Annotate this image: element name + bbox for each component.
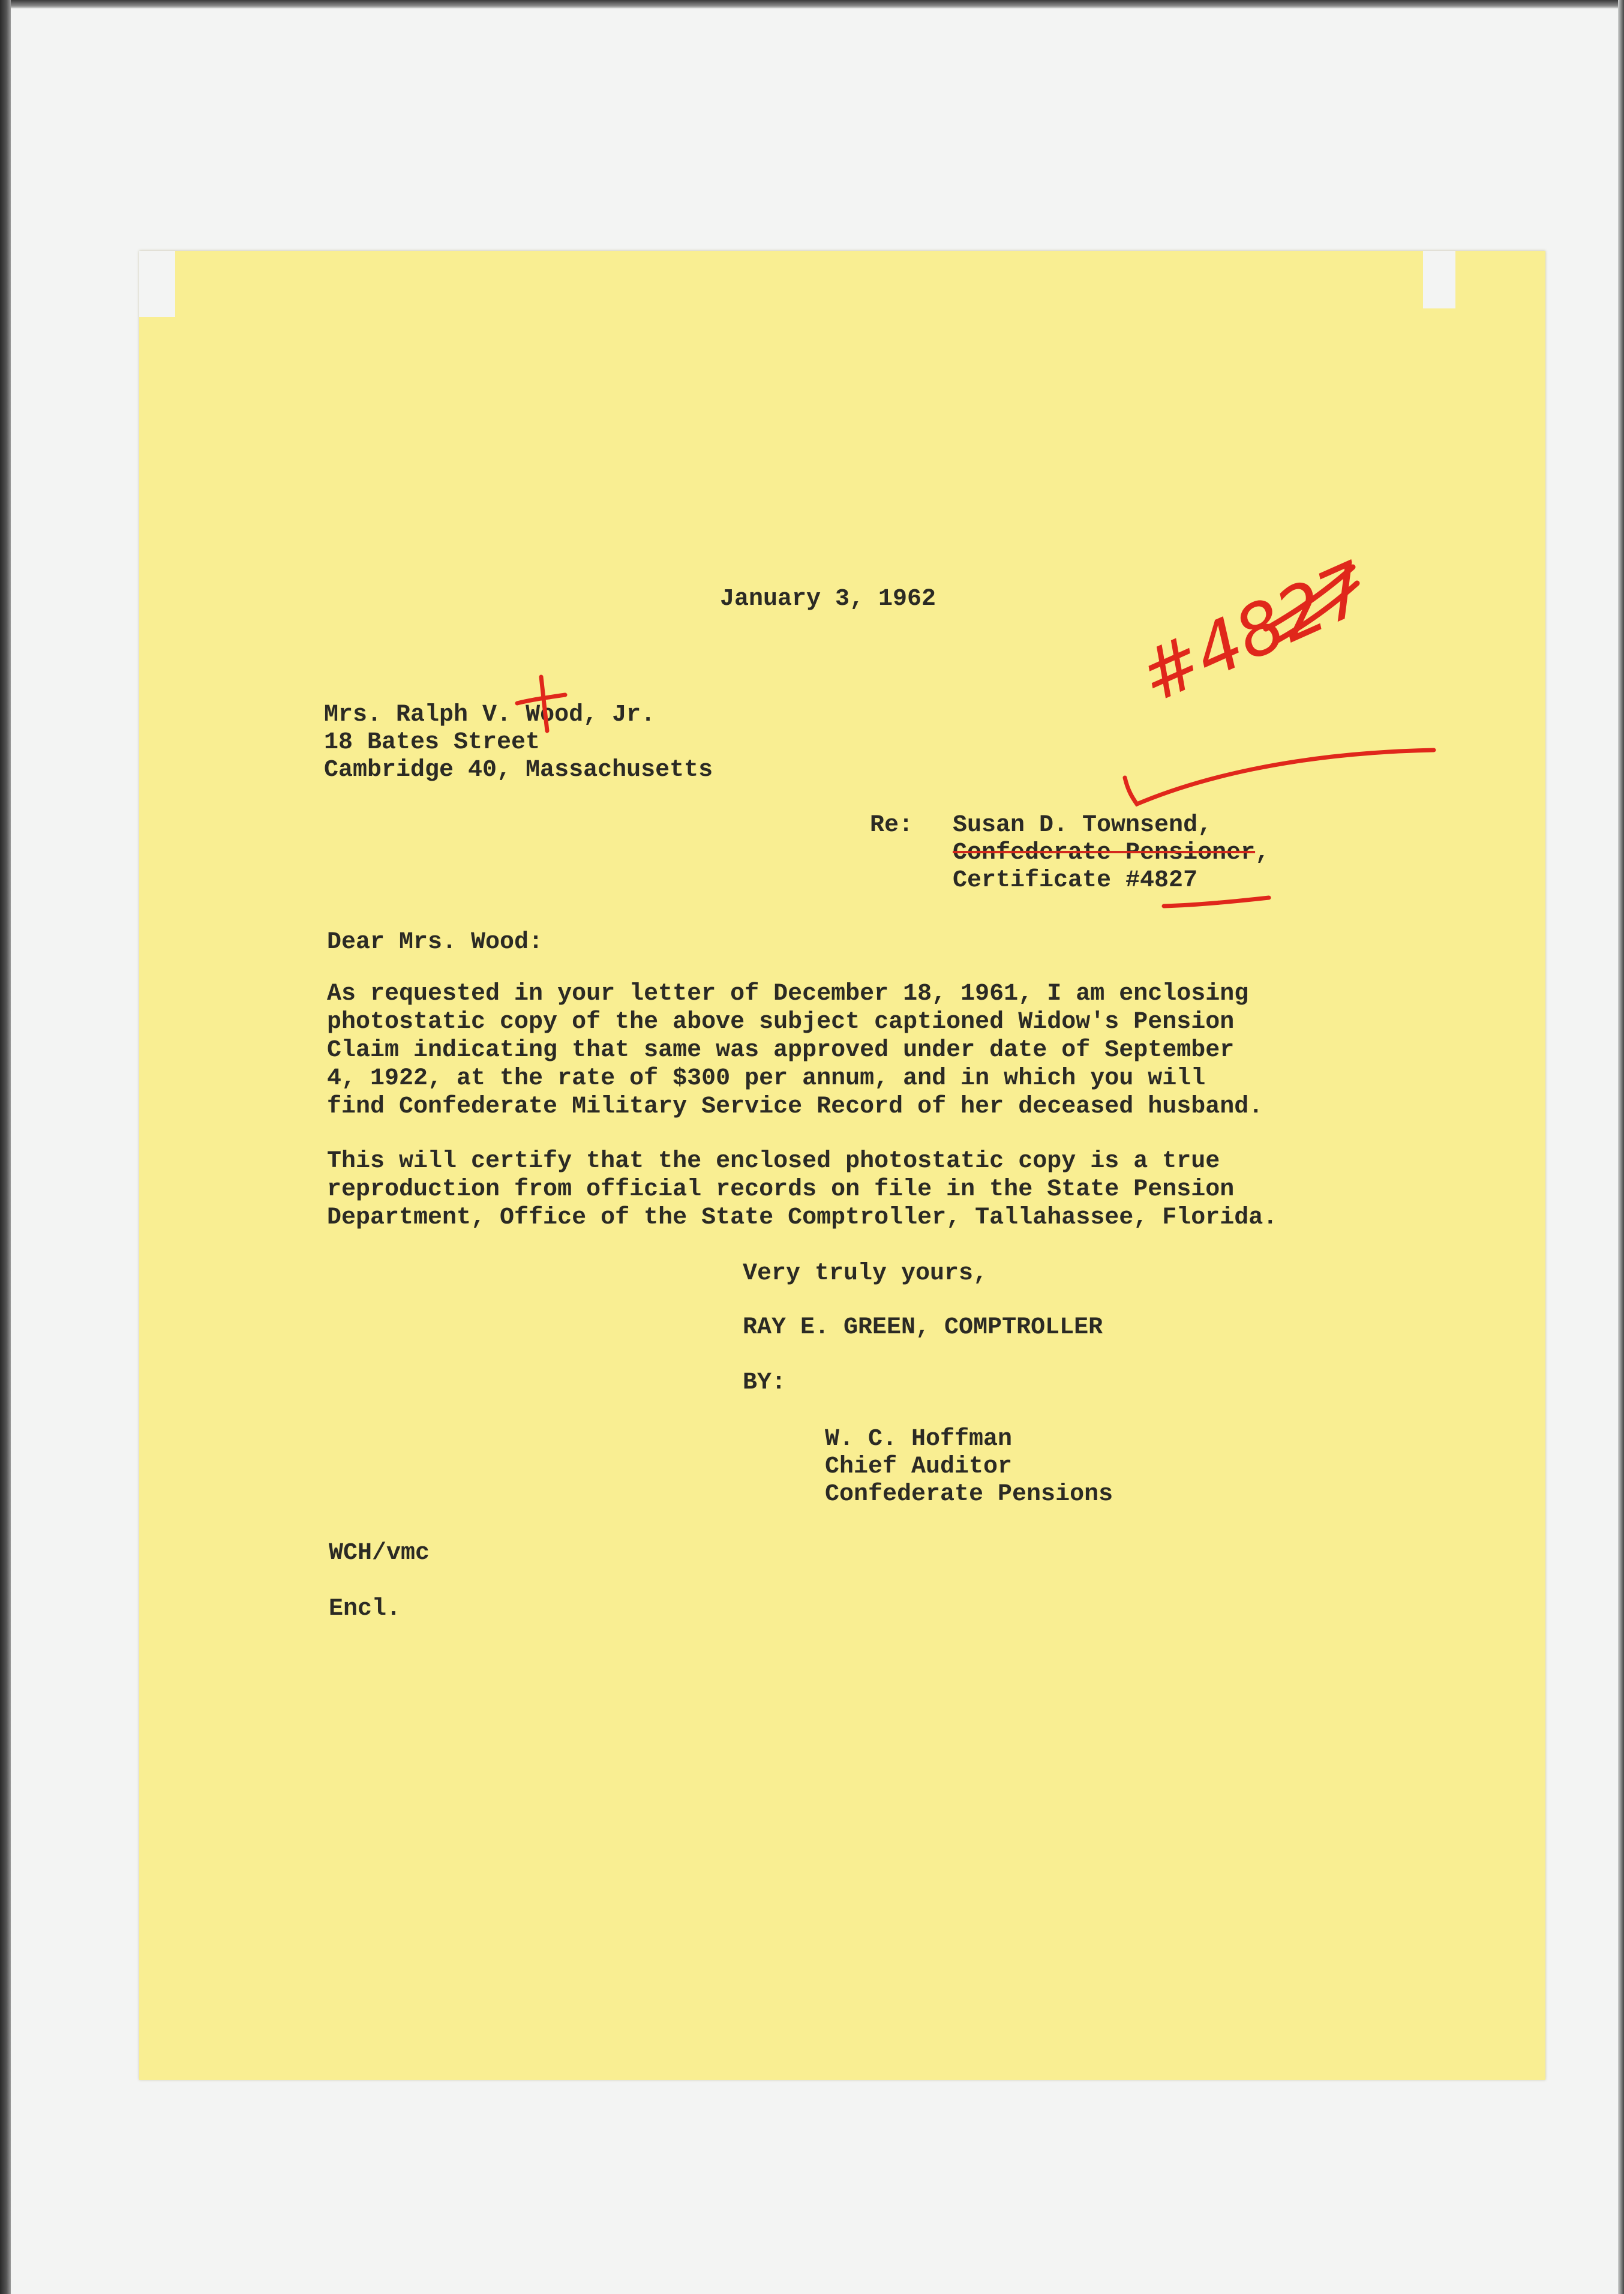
recipient-name-pre: Mrs. Ralph V. bbox=[324, 701, 512, 728]
re-line1: Susan D. Townsend, bbox=[953, 812, 1212, 839]
recipient-name bbox=[324, 701, 655, 729]
re-label: Re: bbox=[870, 812, 914, 839]
re-line3: Certificate #4827 bbox=[953, 867, 1198, 894]
closing: Very truly yours, bbox=[743, 1260, 988, 1287]
letter-date: January 3, 1962 bbox=[720, 586, 936, 613]
paper-notch-right bbox=[1423, 251, 1455, 308]
recipient-name-post: Wood, Jr. bbox=[526, 701, 656, 728]
signature-name: W. C. Hoffman bbox=[825, 1426, 1013, 1453]
paragraph-1: As requested in your letter of December 18, 1961, I am enclosing photostatic copy of the above subject captioned Widow's Pension Claim indicating that same was approved under date of September 4, 1922, at the rate of $300 per annum, and in which you will find Confederate Military Service Record of her deceased husband. bbox=[327, 980, 1263, 1120]
signer-org: RAY E. GREEN, COMPTROLLER bbox=[743, 1314, 1103, 1341]
signature-dept: Confederate Pensions bbox=[825, 1481, 1113, 1508]
scan-border-left bbox=[0, 0, 11, 2294]
salutation: Dear Mrs. Wood: bbox=[327, 929, 544, 956]
scan-border-top bbox=[0, 0, 1624, 8]
signature-title: Chief Auditor bbox=[825, 1453, 1013, 1480]
recipient-city: Cambridge 40, Massachusetts bbox=[324, 757, 713, 784]
recipient-street: 18 Bates Street bbox=[324, 729, 541, 756]
paper-notch-left bbox=[139, 251, 175, 317]
scan-border-right bbox=[1618, 0, 1624, 2294]
handwritten-certificate-number: #4827 bbox=[1127, 545, 1380, 719]
typist-initials: WCH/vmc bbox=[329, 1540, 430, 1567]
re-line2-tail: , bbox=[1255, 839, 1270, 866]
re-line2 bbox=[953, 839, 1269, 867]
paragraph-2: This will certify that the enclosed photostatic copy is a true reproduction from official records on file in the State Pension Department, Office of the State Comptroller, Tallahassee, Florida. bbox=[327, 1148, 1278, 1231]
by-label: BY: bbox=[743, 1369, 787, 1396]
re-line2-struck: Confederate Pensioner bbox=[953, 839, 1256, 866]
enclosure-note: Encl. bbox=[329, 1596, 401, 1623]
